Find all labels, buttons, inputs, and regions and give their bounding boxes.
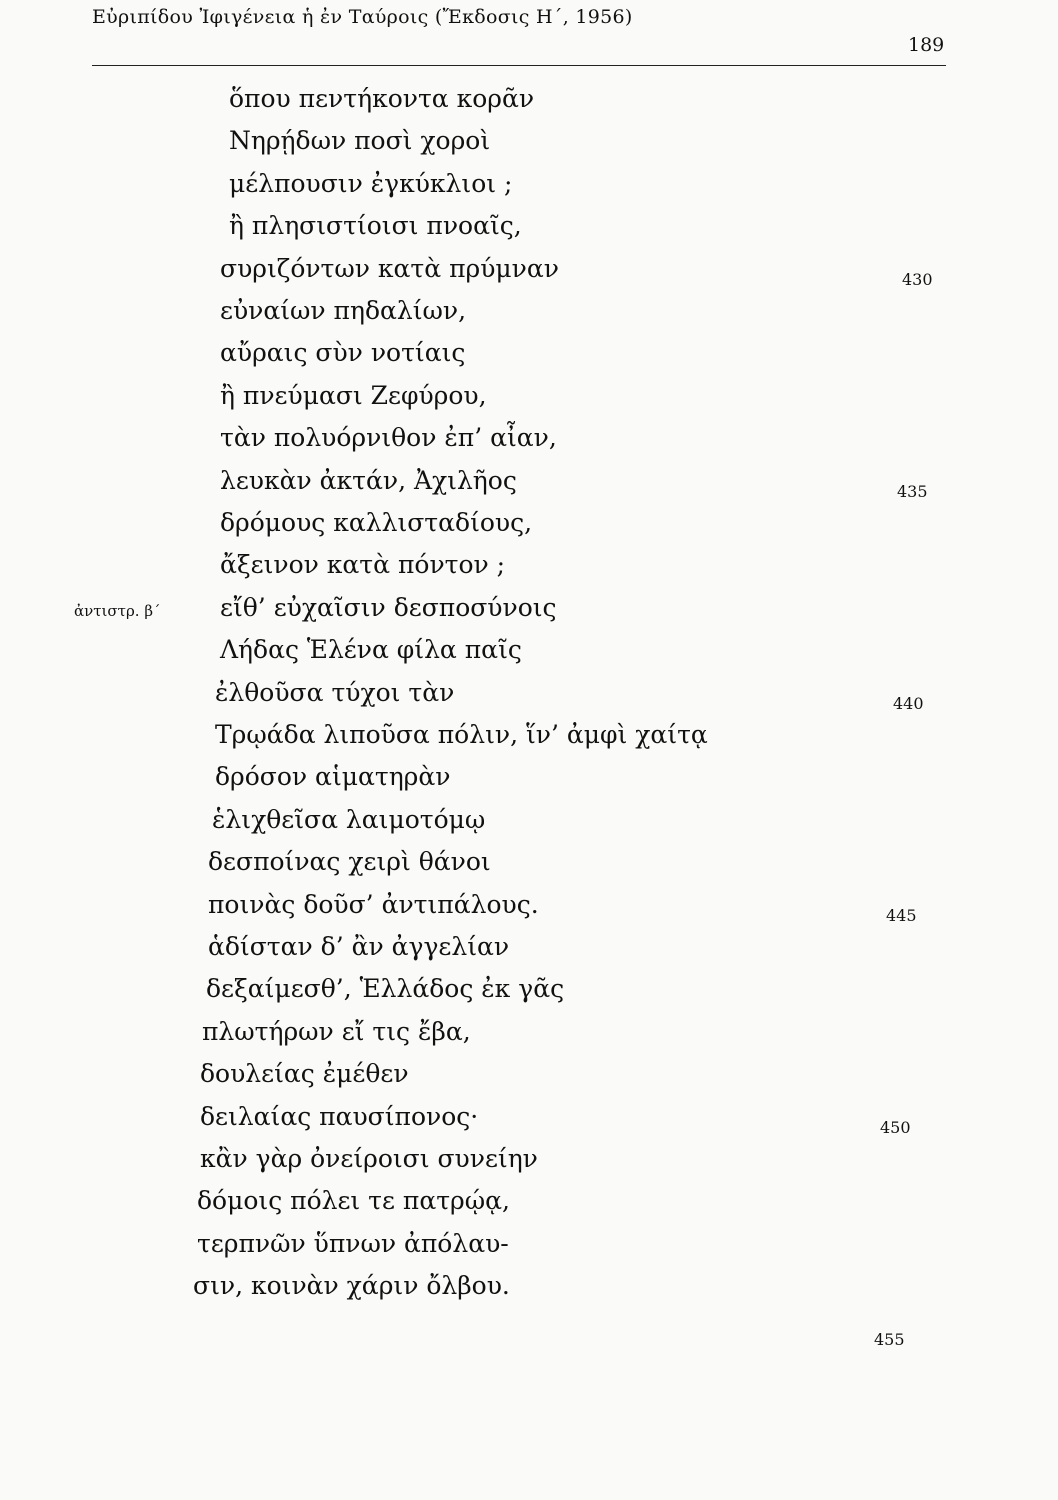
verse-text: πλωτήρων εἴ τις ἔβα, [202,1016,471,1046]
verse-text: σιν, κοινὰν χάριν ὄλβου. [193,1271,510,1301]
line-number: 455 [874,1330,905,1350]
line-number: 435 [897,482,928,502]
verse-text: κἂν γὰρ ὀνείροισι συνείην [200,1144,538,1173]
line-number: 430 [902,270,933,290]
verse-text: Τρῳάδα λιποῦσα πόλιν, ἵν’ ἀμφὶ χαίτᾳ [215,720,708,749]
verse-text: ποινὰς δοῦσ’ ἀντιπάλους. [208,889,539,919]
verse-text: ἐλθοῦσα τύχοι τὰν [215,677,455,707]
verse-text: ἄξεινον κατὰ πόντον ; [220,550,506,580]
verse-text: ἢ πλησιστίοισι πνοαῖς, [229,211,522,241]
verse-text: δόμοις πόλει τε πατρῴᾳ, [197,1186,510,1216]
verse-text: ἑλιχθεῖσα λαιμοτόμῳ [212,804,486,834]
verse-text: Νηρῄδων ποσὶ χοροὶ [229,126,491,156]
strophe-label: ἀντιστρ. β΄ [74,602,161,620]
line-number: 440 [893,694,924,714]
verse-text: λευκὰν ἀκτάν, Ἀχιλῆος [220,465,517,495]
verse-text: δρόμους καλλισταδίους, [220,508,533,537]
verse-text: αὔραις σὺν νοτίαις [220,338,466,368]
verse-text: δεσποίνας χειρὶ θάνοι [208,847,491,877]
verse-text: ὅπου πεντήκοντα κορᾶν [229,84,535,113]
verse-text: ἢ πνεύμασι Ζεφύρου, [220,380,487,410]
verse-text: τερπνῶν ὕπνων ἀπόλαυ- [197,1228,509,1258]
line-number: 450 [880,1118,911,1138]
line-number: 445 [886,906,917,926]
verse-text: εὐναίων πηδαλίων, [220,296,467,325]
page-number: 189 [908,34,945,56]
verse-text: Λήδας Ἑλένα φίλα παῖς [220,635,522,665]
verse-text: δρόσον αἱματηρὰν [215,762,451,792]
verse-text: τὰν πολυόρνιθον ἐπ’ αἶαν, [220,423,557,453]
verse-text: δειλαίας παυσίπονος· [200,1101,479,1131]
verse-text: δεξαίμεσθ’, Ἑλλάδος ἐκ γᾶς [206,974,565,1004]
verse-text: μέλπουσιν ἐγκύκλιοι ; [229,168,513,198]
verse-text: δουλείας ἐμέθεν [200,1059,409,1089]
verse-text: συριζόντων κατὰ πρύμναν [220,253,559,283]
running-head: Εὐριπίδου Ἰφιγένεια ἡ ἐν Ταύροις (Ἔκδοσις Η΄, 1956) [92,6,633,28]
verse-text: ἁδίσταν δ’ ἂν ἀγγελίαν [208,932,510,961]
verse-text: εἴθ’ εὐχαῖσιν δεσποσύνοις [220,592,557,622]
header-rule [92,65,946,66]
